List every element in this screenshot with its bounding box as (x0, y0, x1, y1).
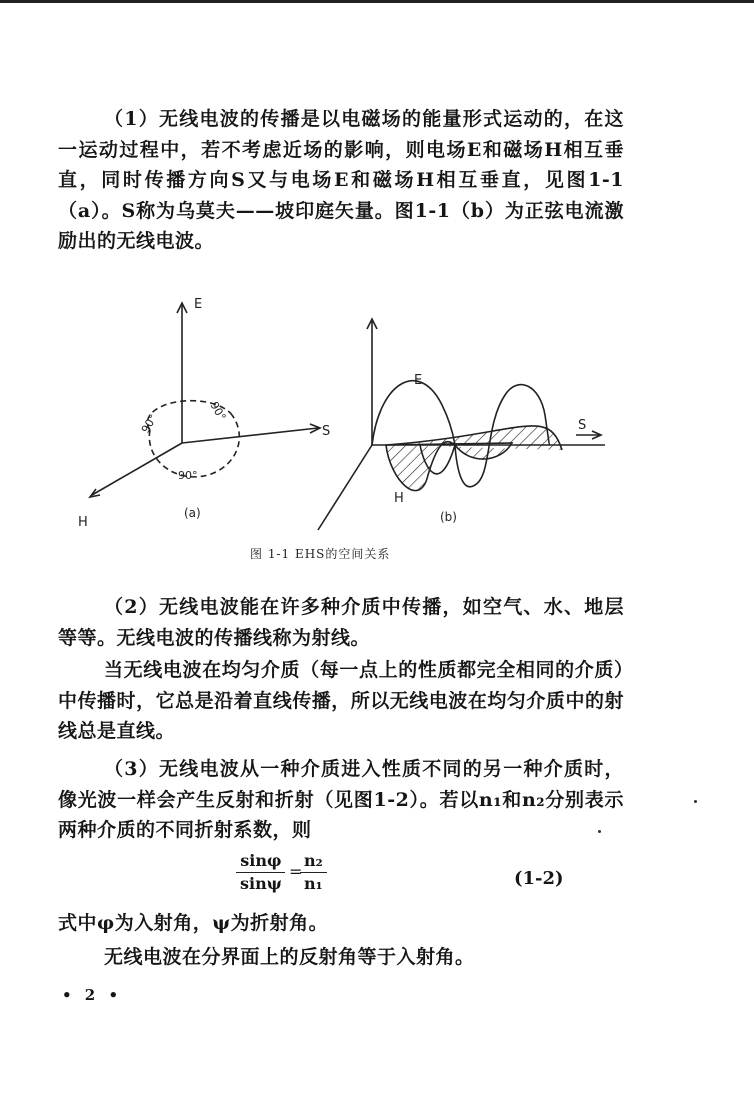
formula-number: (1-2) (514, 868, 564, 889)
angle-arc (149, 415, 239, 477)
page-top-rule (0, 0, 754, 3)
formula-denominator-left: sinψ (240, 874, 282, 893)
s-axis-a (182, 428, 318, 443)
h-axis-b (318, 445, 372, 530)
angle-label-1: 90° (138, 412, 160, 436)
s-label-a: S (322, 424, 331, 439)
e-label-b: E (414, 373, 423, 388)
figure-1-1 (0, 285, 754, 545)
h-wave (386, 426, 562, 491)
formula-numerator-right: n₂ (300, 850, 327, 873)
caption-label-a: (a) (184, 506, 201, 520)
figure-1-1a (90, 303, 320, 497)
paragraph-5: 式中φ为入射角，ψ为折射角。 (58, 912, 329, 934)
scan-speck (694, 800, 697, 803)
scan-speck (598, 830, 601, 833)
formula-denominator-right: n₁ (304, 874, 323, 893)
h-label-b: H (394, 491, 404, 506)
figure-caption: 图 1-1 EHS的空间关系 (250, 547, 391, 561)
formula-equals: = (289, 862, 303, 881)
e-label-a: E (194, 297, 203, 312)
h-axis-a (92, 443, 182, 495)
h-label-a: H (78, 515, 88, 530)
page-number: • 2 • (62, 986, 123, 1004)
angle-label-3: 90° (178, 469, 198, 482)
formula-numerator-left: sinφ (236, 850, 285, 873)
paragraph-6: 无线电波在分界面上的反射角等于入射角。 (104, 946, 475, 968)
paragraph-2: （2）无线电波能在许多种介质中传播，如空气、水、地层等等。无线电波的传播线称为射线。 (58, 596, 624, 649)
figure-1-1b (318, 319, 605, 530)
angle-label-2: 90° (207, 399, 229, 423)
fraction-left (236, 850, 286, 895)
fraction-right (300, 850, 327, 895)
paragraph-3: 当无线电波在均匀介质（每一点上的性质都完全相同的介质）中传播时，它总是沿着直线传播，所以无线电波在均匀介质中的射线总是直线。 (58, 659, 624, 742)
caption-label-b: (b) (440, 510, 457, 524)
paragraph-1: （1）无线电波的传播是以电磁场的能量形式运动的，在这一运动过程中，若不考虑近场的影响，则电场E和磁场H相互垂直，同时传播方向S又与电场E和磁场H相互垂直，见图1-1（a）。S称为乌莫夫——坡印庭矢量。图1-1（b）为正弦电流激励出的无线电波。 (58, 108, 624, 252)
s-label-b: S (578, 418, 587, 433)
paragraph-4: （3）无线电波从一种介质进入性质不同的另一种介质时，像光波一样会产生反射和折射（见图1-2）。若以n₁和n₂分别表示两种介质的不同折射系数，则 (58, 758, 624, 841)
